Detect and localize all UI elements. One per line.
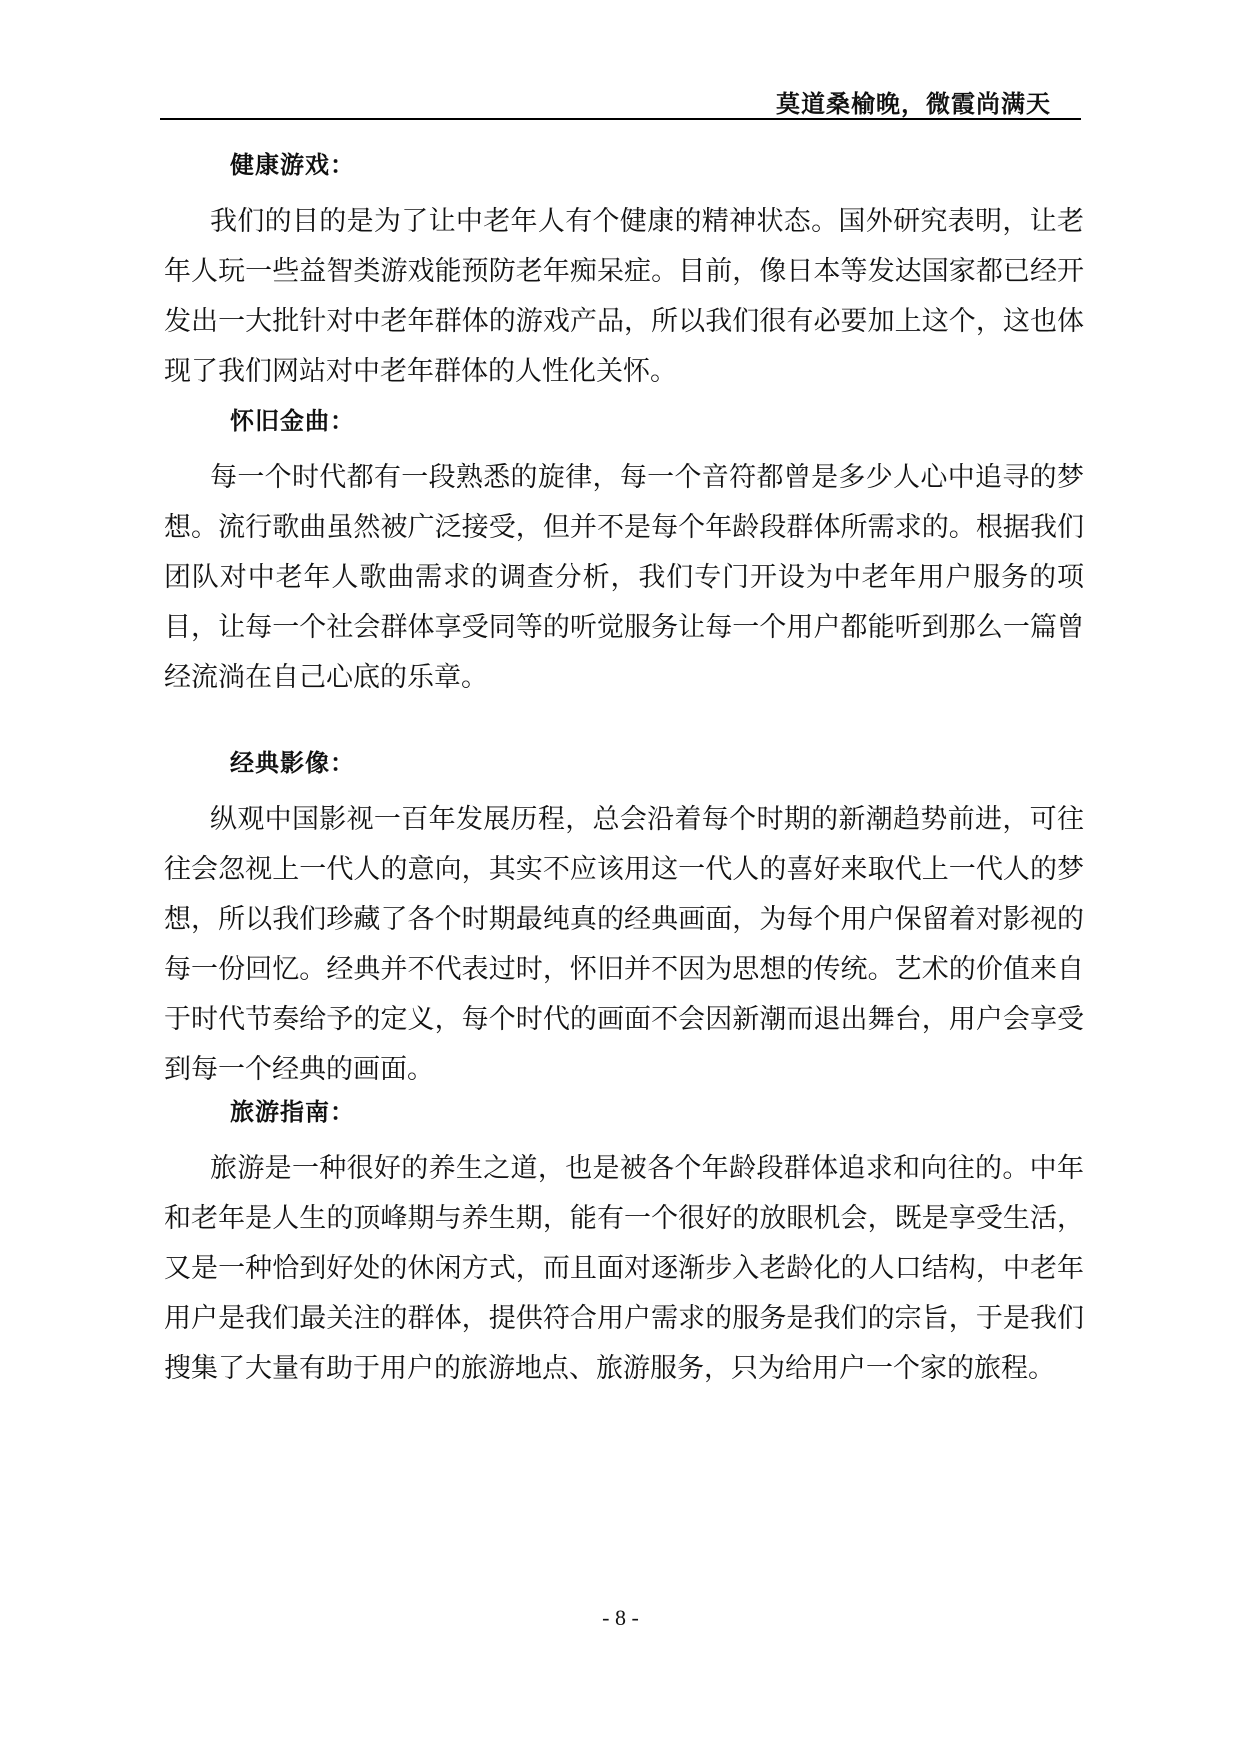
section-paragraph-health-games: 我们的目的是为了让中老年人有个健康的精神状态。国外研究表明，让老年人玩一些益智类游戏能预防老年痴呆症。目前，像日本等发达国家都已经开发出一大批针对中老年群体的游戏产品，所以我们很有必要加上这个，这也体现了我们网站对中老年群体的人性化关怀。 <box>164 206 1084 387</box>
section-paragraph-classic-films: 纵观中国影视一百年发展历程，总会沿着每个时期的新潮趋势前进，可往往会忽视上一代人的意向，其实不应该用这一代人的喜好来取代上一代人的梦想，所以我们珍藏了各个时期最纯真的经典画面，为每个用户保留着对影视的每一份回忆。经典并不代表过时，怀旧并不因为思想的传统。艺术的价值来自于时代节奏给予的定义，每个时代的画面不会因新潮而退出舞台，用户会享受到每一个经典的画面。 <box>164 804 1084 1085</box>
header-rule <box>160 118 1081 120</box>
section-heading-travel-guide: 旅游指南： <box>230 1098 355 1126</box>
page-number: - 8 - <box>602 1605 639 1630</box>
header-motto: 莫道桑榆晚，微霞尚满天 <box>776 89 1051 118</box>
section-heading-classic-films: 经典影像： <box>230 749 355 777</box>
section-paragraph-travel-guide: 旅游是一种很好的养生之道，也是被各个年龄段群体追求和向往的。中年和老年是人生的顶峰期与养生期，能有一个很好的放眼机会，既是享受生活，又是一种恰到好处的休闲方式，而且面对逐渐步入老龄化的人口结构，中老年用户是我们最关注的群体，提供符合用户需求的服务是我们的宗旨，于是我们搜集了大量有助于用户的旅游地点、旅游服务，只为给用户一个家的旅程。 <box>164 1153 1084 1384</box>
section-heading-nostalgic-songs: 怀旧金曲： <box>230 407 355 435</box>
section-heading-health-games: 健康游戏： <box>230 151 355 179</box>
section-paragraph-nostalgic-songs: 每一个时代都有一段熟悉的旋律，每一个音符都曾是多少人心中追寻的梦想。流行歌曲虽然被广泛接受，但并不是每个年龄段群体所需求的。根据我们团队对中老年人歌曲需求的调查分析，我们专门开设为中老年用户服务的项目，让每一个社会群体享受同等的听觉服务让每一个用户都能听到那么一篇曾经流淌在自己心底的乐章。 <box>164 462 1084 693</box>
